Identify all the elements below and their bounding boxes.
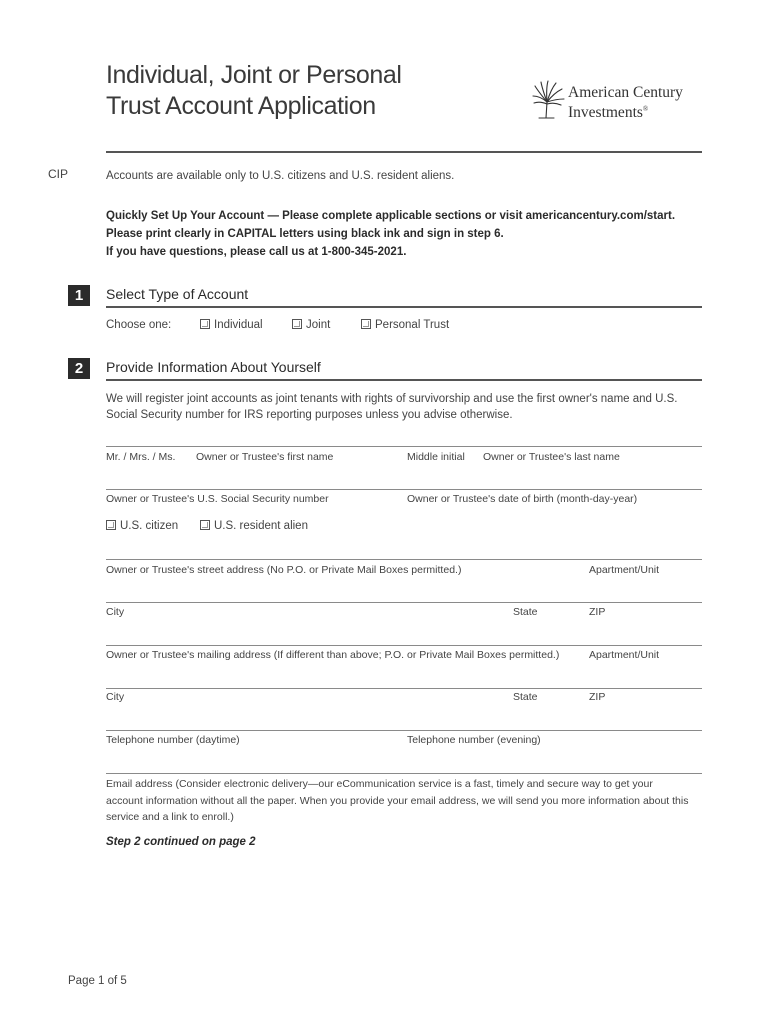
header-divider [106,151,702,153]
mailing-address-field-line[interactable] [106,645,702,646]
logo-wordmark [568,85,683,121]
title-line-1: Individual, Joint or Personal [106,61,402,89]
account-type-personal-trust[interactable]: Personal Trust [361,319,449,331]
state-label-2: State [513,691,538,703]
instructions-line-3: If you have questions, please call us at 1-800-345-2021. [106,246,407,258]
form-title [106,60,466,122]
middle-initial-label: Middle initial [407,451,465,463]
email-field-line[interactable] [106,773,702,774]
registered-mark: ® [642,105,649,113]
individual-checkbox[interactable] [200,319,210,329]
city-label-1: City [106,606,125,618]
choose-one-label: Choose one: [106,319,172,331]
first-name-label: Owner or Trustee's first name [196,451,334,463]
phone-evening-label: Telephone number (evening) [407,734,541,746]
apartment-label-2: Apartment/Unit [589,649,660,661]
step-2-intro [106,391,706,423]
salutation-label: Mr. / Mrs. / Ms. [106,451,176,463]
step-2-title: Provide Information About Yourself [106,359,321,375]
email-label-line-1: Email address (Consider electronic delivery—our eCommunication service is a fast, timely and secure way to get your [106,778,653,790]
phone-daytime-label: Telephone number (daytime) [106,734,240,746]
page-number: Page 1 of 5 [68,975,127,987]
state-label-1: State [513,606,538,618]
telephone-field-line[interactable] [106,730,702,731]
account-type-joint[interactable]: Joint [292,319,330,331]
cip-tag: CIP [48,167,69,181]
apartment-label-1: Apartment/Unit [589,564,660,576]
step-1-title: Select Type of Account [106,286,249,302]
citizen-checkbox[interactable] [106,520,116,530]
step-2-intro-line-2: Social Security number for IRS reporting purposes unless you advise otherwise. [106,409,513,421]
zip-label-1: ZIP [589,606,606,618]
instructions [106,207,675,261]
ssn-label: Owner or Trustee's U.S. Social Security number [106,493,329,505]
step-2-continued-note: Step 2 continued on page 2 [106,836,256,848]
tree-icon [530,80,566,120]
company-logo [530,80,710,120]
ssn-field-line[interactable] [106,489,702,490]
email-label-line-3: service and a link to enroll.) [106,811,234,823]
step-1-badge: 1 [68,285,90,306]
dob-label: Owner or Trustee's date of birth (month-day-year) [407,493,638,505]
resident-alien-checkbox[interactable] [200,520,210,530]
zip-label-2: ZIP [589,691,606,703]
step-2-intro-line-1: We will register joint accounts as joint tenants with rights of survivorship and use the first owner's name and U.S. [106,393,678,405]
instructions-line-2: Please print clearly in CAPITAL letters using black ink and sign in step 6. [106,228,504,240]
mailing-address-label: Owner or Trustee's mailing address (If different than above; P.O. or Private Mail Boxes permitted.) [106,649,560,661]
resident-alien-option[interactable]: U.S. resident alien [200,520,308,532]
step-2-badge: 2 [68,358,90,379]
logo-line-2: Investments® [568,104,649,122]
citizen-option[interactable]: U.S. citizen [106,520,178,532]
step-1-divider [106,306,702,308]
street-address-label: Owner or Trustee's street address (No P.O. or Private Mail Boxes permitted.) [106,564,462,576]
step-2-divider [106,379,702,381]
city-field-line-2[interactable] [106,688,702,689]
instructions-line-1: Quickly Set Up Your Account — Please complete applicable sections or visit americancentury.com/start. [106,210,676,222]
city-field-line-1[interactable] [106,602,702,603]
city-label-2: City [106,691,125,703]
email-label-line-2: account information without all the paper. When you provide your email address, we will send you more information about this [106,794,689,807]
email-label [106,776,706,826]
last-name-label: Owner or Trustee's last name [483,451,620,463]
cip-notice: Accounts are available only to U.S. citizens and U.S. resident aliens. [106,170,455,182]
title-line-2: Trust Account Application [106,92,376,120]
joint-checkbox[interactable] [292,319,302,329]
personal-trust-checkbox[interactable] [361,319,371,329]
name-field-line[interactable] [106,446,702,447]
logo-line-1: American Century [568,84,683,101]
street-address-field-line[interactable] [106,559,702,560]
account-type-individual[interactable]: Individual [200,319,263,331]
